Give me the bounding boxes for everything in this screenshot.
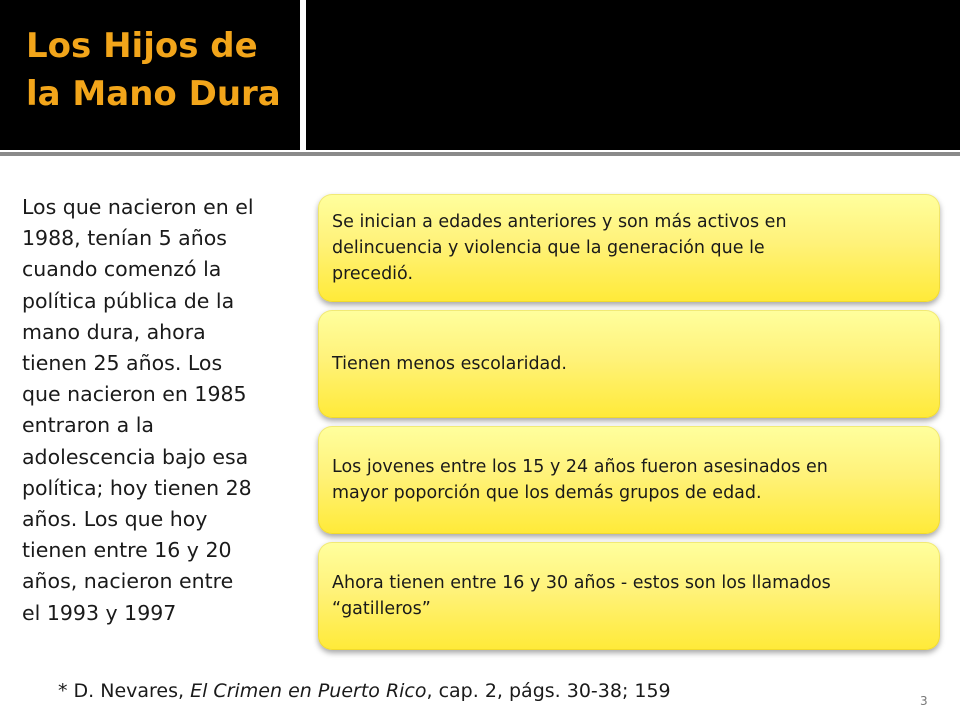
info-box-line: Tienen menos escolaridad. — [332, 354, 567, 374]
info-box-text — [332, 454, 828, 506]
slide-title — [26, 22, 296, 118]
info-box-gatilleros — [318, 542, 940, 650]
citation-footnote — [58, 680, 671, 702]
citation-suffix: , cap. 2, págs. 30-38; 159 — [426, 680, 671, 702]
citation-prefix: * D. Nevares, — [58, 680, 191, 702]
info-box-line: “gatilleros” — [332, 599, 431, 619]
body-line: política; hoy tienen 28 — [22, 475, 252, 500]
body-line: años. Los que hoy — [22, 507, 208, 532]
header-divider — [0, 152, 960, 156]
body-line: Los que nacieron en el — [22, 195, 254, 219]
citation-book-title: El Crimen en Puerto Rico — [190, 680, 427, 702]
body-line: tienen entre 16 y 20 — [22, 538, 232, 563]
info-box-text — [332, 351, 567, 377]
body-paragraph — [22, 192, 282, 629]
header-bar — [306, 0, 960, 150]
body-line: cuando comenzó la — [22, 257, 222, 282]
info-box-early-start — [318, 194, 940, 302]
body-line: adolescencia bajo esa — [22, 444, 249, 469]
info-box-line: Los jovenes entre los 15 y 24 años fueron asesinados en — [332, 457, 828, 477]
title-line: la Mano Dura — [26, 74, 281, 114]
body-line: tienen 25 años. Los — [22, 351, 223, 376]
body-line: 1988, tenían 5 años — [22, 226, 227, 251]
body-line: entraron a la — [22, 413, 154, 438]
body-line: que nacieron en 1985 — [22, 382, 247, 407]
page-number: 3 — [920, 694, 928, 708]
body-line: mano dura, ahora — [22, 319, 206, 344]
body-line: política pública de la — [22, 288, 235, 313]
info-box-line: Ahora tienen entre 16 y 30 años - estos son los llamados — [332, 573, 831, 593]
body-line: el 1993 y 1997 — [22, 600, 177, 625]
info-box-text — [332, 209, 787, 287]
info-box-line: precedió. — [332, 264, 414, 284]
body-line: años, nacieron entre — [22, 569, 234, 594]
info-box-line: delincuencia y violencia que la generación que le — [332, 238, 765, 258]
info-box-line: Se inician a edades anteriores y son más activos en — [332, 212, 787, 232]
info-box-homicides — [318, 426, 940, 534]
title-line: Los Hijos de — [26, 26, 258, 66]
info-box-text — [332, 570, 831, 622]
info-box-schooling — [318, 310, 940, 418]
info-box-line: mayor poporción que los demás grupos de edad. — [332, 483, 762, 503]
